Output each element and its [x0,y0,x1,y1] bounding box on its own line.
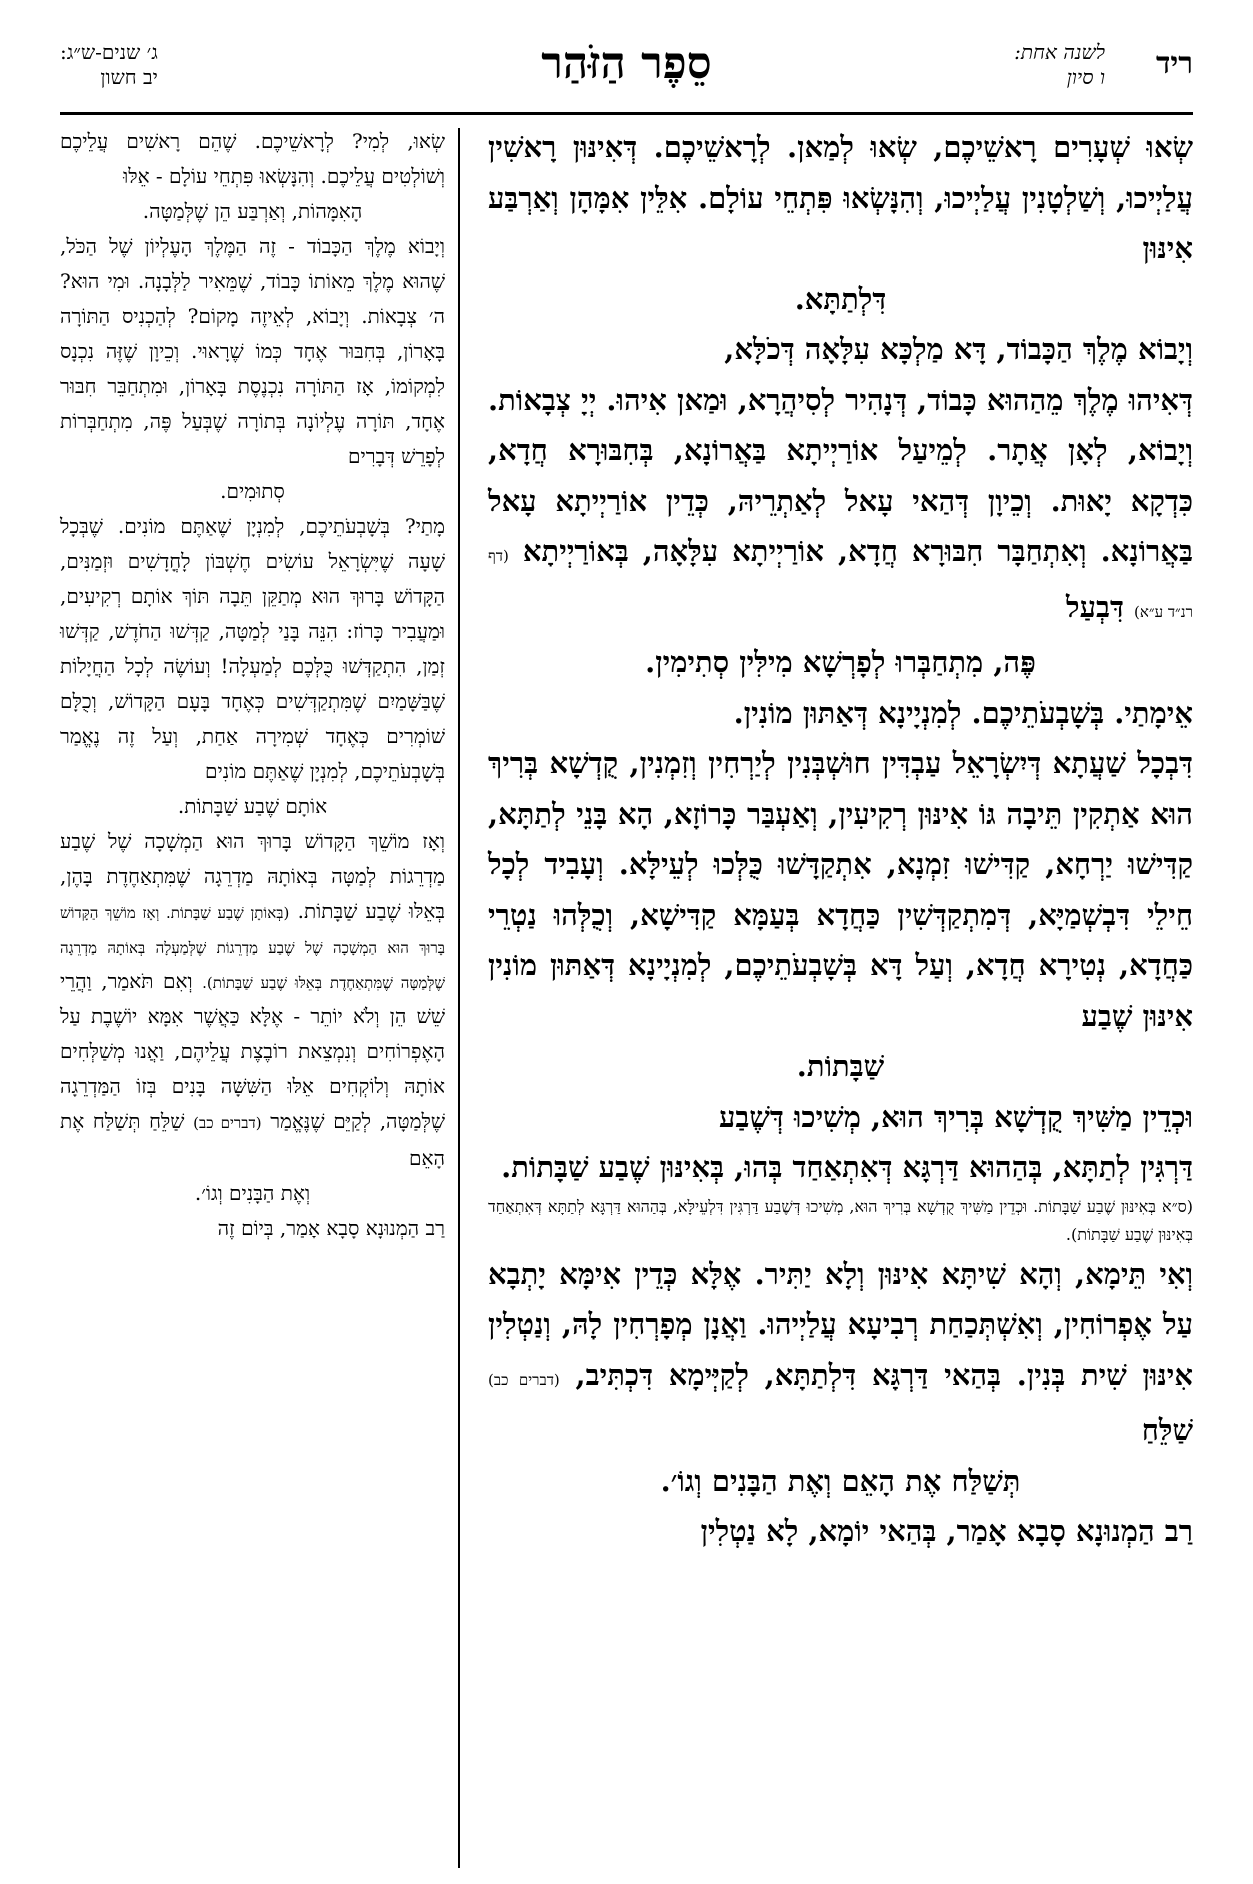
paragraph-vayavo: וְיָבוֹא מֶלֶךְ הַכָּבוֹד, דָּא מַלְכָּא עִלָּאָה דְּכֹלָּא, [724,332,1193,366]
variant-reading-note: (ס״א בְּאִינּוּן שֶׁבַע שַׁבָּתוֹת. וּכְדֵין מַשִּׁיךְ קֻדְשָׁא בְּרִיךְ הוּא, מְשִׁיכוּ דְּשֶׁבַע דַּרְגִּין דִּלְעֵילָּא, בְּהַהוּא דַּרְגָּא לְתַתָּא דְּאִתְאַחַד בְּאִינּוּן שֶׁבַע שַׁבָּתוֹת). [488,1196,1193,1244]
paragraph-veiteima-end: תְּשַׁלַּח אֶת הָאֵם וְאֶת הַבָּנִים וְגוֹ׳. [660,1463,1021,1498]
header-rule [60,112,1193,115]
paragraph-veiteima: וְאִי תֵּימָא, וְהָא שִׁיתָּא אִינּוּן וְלָא יַתִּיר. אֶלָּא כְּדֵין אִימָּא יָתְבָא עַל אֶפְרוֹחִין, וְאִשְׁתְּכַחַת רְבִיעָא עֲלַיְיהוּ. וַאֲנָן מְפָרְחִין לָהּ, וְנַטְלִין אִינּוּן שִׁית בְּנִין. בְּהַאי דַּרְגָּא דִּלְתַתָּא, לְקַיְּימָא דִּכְתִּיב, (דברים כב) שַׁלֵּחַ [488,1256,1193,1447]
commentary-vayavo-end: סְתוּמִים. [220,479,285,503]
paragraph-eimatai: אֵימָתַי. בְּשָׁבְעֹתֵיכֶם. לְמִנְיָינָא דְּאַתּוּן מוֹנִין. [733,695,1193,730]
commentary-verse-reference: (דברים כב) [193,1114,262,1132]
commentary-veaz: וְאָז מוֹשֵׁךְ הַקָּדוֹשׁ בָּרוּךְ הוּא הַמְשָׁכָה שֶׁל שֶׁבַע מַדְרֵגוֹת לְמַטָּה בְּאוֹתָהּ מַדְרֵגָה שֶׁמִּתְאַחֶדֶת בָּהֶן, בְּאֵלּוּ שֶׁבַע שַׁבָּתוֹת. (בְּאוֹתָן שֶׁבַע שַׁבָּתוֹת. וְאָז מוֹשֵׁךְ הַקָּדוֹשׁ בָּרוּךְ הוּא הַמְשָׁכָה שֶׁל שֶׁבַע מַדְרֵגוֹת שֶׁלְּמַעְלָה בְּאוֹתָהּ מַדְרֵגָה שֶׁלְּמַטָּה שֶׁמִּתְאַחֶדֶת בְּאֵלּוּ שֶׁבַע שַׁבָּתוֹת). וְאִם תֹּאמַר, וַהֲרֵי שֵׁשׁ הֵן וְלֹא יוֹתֵר - אֶלָּא כַּאֲשֶׁר אִמָּא יוֹשֶׁבֶת עַל הָאֶפְרוֹחִים וְנִמְצֵאת רוֹבֶצֶת עֲלֵיהֶם, וַאֲנוּ מְשַׁלְּחִים אוֹתָהּ וְלוֹקְחִים אֵלּוּ הַשִּׁשָּׁה בָּנִים בְּזוֹ הַמַּדְרֵגָה שֶׁלְּמַטָּה, לְקַיֵּם שֶׁנֶּאֱמַר (דברים כב) שַׁלֵּחַ תְּשַׁלַּח אֶת הָאֵם [60,829,446,1170]
paragraph-vayavo-end: פֶּה, מִתְחַבְּרוּ לְפָרְשָׁא מִילִּין סְתִימִין. [645,645,1036,679]
page-header [60,38,1193,110]
hebrew-translation-column [60,124,445,1246]
study-schedule-three-years [60,40,158,90]
commentary-veaz-end: וְאֶת הַבָּנִים וְגוֹ׳. [194,1181,311,1205]
paragraph-vayavo-body: דְּאִיהוּ מֶלֶךְ מֵהַהוּא כָּבוֹד, דְּנָהִיר לְסִיהֲרָא, וּמַאן אִיהוּ. יְיָ צְבָאוֹת. וְיָבוֹא, לְאָן אֲתָר. לְמֵיעַל אוֹרַיְיתָא בַּאֲרוֹנָא, בְּחִבּוּרָא חֲדָא, כִּדְקָא יָאוּת. וְכֵיוָן דְּהַאי עָאל לְאַתְרֵיהּ, כְּדֵין אוֹרַיְיתָא עָאל בַּאֲרוֹנָא. וְאִתְחַבָּר חִבּוּרָא חֲדָא, אוֹרַיְיתָא עִלָּאָה, בְּאוֹרַיְיתָא (דף רנ״ד ע״א) דִּבְעַל [488,382,1193,624]
commentary-rav-hamnuna: רַב הַמְנוּנָא סָבָא אָמַר, בְּיוֹם זֶה [217,1216,445,1240]
paragraph-eimatai-end: שַׁבָּתוֹת. [796,1049,885,1083]
page-number: ריד [1155,46,1193,81]
commentary-seu: שְׂאוּ, לְמִי? לְרָאשֵׁיכֶם. שֶׁהֵם רָאשִׁים עֲלֵיכֶם וְשׁוֹלְטִים עֲלֵיכֶם. וְהִנָּשְׂאוּ פִּתְחֵי עוֹלָם - אֵלּוּ [60,129,445,188]
paragraph-seu-shearim-end: דִּלְתַתָּא. [794,281,887,316]
schedule-date: ו סיון [1066,65,1105,89]
schedule-date-three-years: יב חשון [100,65,158,89]
commentary-matai-end: אוֹתָם שֶׁבַע שַׁבָּתוֹת. [177,794,328,818]
schedule-label-three-years: ג׳ שנים-ש״ג: [60,40,158,64]
commentary-vayavo: וְיָבוֹא מֶלֶךְ הַכָּבוֹד - זֶה הַמֶּלֶךְ הָעֶלְיוֹן שֶׁל הַכֹּל, שֶׁהוּא מֶלֶךְ מֵאוֹתוֹ כָּבוֹד, שֶׁמֵּאִיר לַלְּבָנָה. וּמִי הוּא? ה׳ צְבָאוֹת. וְיָבוֹא, לְאֵיזֶה מָקוֹם? לְהַכְנִיס הַתּוֹרָה בָּאָרוֹן, בְּחִבּוּר אֶחָד כְּמוֹ שֶׁרָאוּי. וְכֵיוָן שֶׁזֶּה נִכְנָס לִמְקוֹמוֹ, אָז הַתּוֹרָה נִכְנֶסֶת בָּאָרוֹן, וּמִתְחַבֵּר חִבּוּר אֶחָד, תּוֹרָה עֶלְיוֹנָה בְּתוֹרָה שֶׁבְּעַל פֶּה, מִתְחַבְּרוֹת לְפָרֵשׁ דְּבָרִים [60,234,445,468]
paragraph-eimatai-body: דִּבְכָל שַׁעֲתָא דְּיִשְׂרָאֵל עַבְדִּין חוּשְׁבְּנִין לְיַרְחִין וְזִמְנִין, קֻדְשָׁא בְּרִיךְ הוּא אַתְקִין תֵּיבָה גּוֹ אִינּוּן רְקִיעִין, וְאַעְבַּר כָּרוֹזָא, הָא בָּנֵי לְתַתָּא, קַדִּישׁוּ יַרְחָא, קַדִּישׁוּ זִמְנָא, אִתְקַדָּשׁוּ כֻּלְּכוּ לְעֵילָּא. וְעָבִיד לְכָל חֵילֵי דִּבְשְׁמַיָּא, דְּמִתְקַדְּשִׁין כַּחֲדָא בְּעַמָּא קַדִּישָׁא, וְכֻלְּהוּ נַטְרֵי כַּחֲדָא, נְטִירָא חֲדָא, וְעַל דָּא בְּשָׁבְעֹתֵיכֶם, לְמִנְיָינָא דְּאַתּוּן מוֹנִין אִינּוּן שֶׁבַע [488,746,1193,1033]
paragraph-ukhdein: וּכְדֵין מַשִּׁיךְ קֻדְשָׁא בְּרִיךְ הוּא, מְשִׁיכוּ דְּשֶׁבַע [719,1099,1193,1134]
schedule-label: לשנה אחת: [1014,40,1105,64]
paragraph-rav-hamnuna: רַב הַמְנוּנָא סָבָא אָמַר, בְּהַאי יוֹמָא, לָא נַטְלִין [700,1514,1193,1548]
paragraph-ukhdein-body: דַּרְגִּין לְתַתָּא, בְּהַהוּא דַּרְגָּא דְּאִתְאַחַד בְּהוּ, בְּאִינּוּן שֶׁבַע שַׁבָּתוֹת. [501,1150,1193,1184]
verse-reference: (דברים כב) [488,1370,560,1389]
column-divider [458,128,460,1868]
commentary-variant-note: (בְּאוֹתָן שֶׁבַע שַׁבָּתוֹת. וְאָז מוֹשֵׁךְ הַקָּדוֹשׁ בָּרוּךְ הוּא הַמְשָׁכָה שֶׁל שֶׁבַע מַדְרֵגוֹת שֶׁלְּמַעְלָה בְּאוֹתָהּ מַדְרֵגָה שֶׁלְּמַטָּה שֶׁמִּתְאַחֶדֶת בְּאֵלּוּ שֶׁבַע שַׁבָּתוֹת). [60,904,445,992]
commentary-seu-end: הָאִמָּהוֹת, וְאַרְבַּע הֵן שֶׁלְּמַטָּה. [142,199,363,223]
paragraph-seu-shearim: שְׂאוּ שְׁעָרִים רָאשֵׁיכֶם, שְׂאוּ לְמַאן. לְרָאשֵׁיכֶם. דְּאִינּוּן רָאשִׁין עֲלַיְיכוּ, וְשַׁלְטָנִין עֲלַיְיכוּ, וְהִנָּשְׂאוּ פִּתְחֵי עוֹלָם. אִלֵּין אִמָּהָן וְאַרְבַּע אִינּוּן [488,130,1193,265]
book-title: סֵפֶר הַזֹּהַר [541,38,712,89]
folio-reference: (דף רנ״ד ע״א) [488,547,1193,621]
aramaic-text-column [488,122,1193,1557]
commentary-matai: מָתַי? בְּשָׁבְעֹתֵיכֶם, לְמִנְיָן שֶׁאַתֶּם מוֹנִים. שֶׁבְּכָל שָׁעָה שֶׁיִּשְׂרָאֵל עוֹשִׂים חֶשְׁבּוֹן לָחֳדָשִׁים וּזְמַנִּים, הַקָּדוֹשׁ בָּרוּךְ הוּא מְתַקֵּן תֵּבָה תּוֹךְ אוֹתָם רְקִיעִים, וּמַעֲבִיר כָּרוֹז: הִנֵּה בָּנַי לְמַטָּה, קַדְּשׁוּ הַחֹדֶשׁ, קַדְּשׁוּ זְמַן, הִתְקַדְּשׁוּ כֻּלְּכֶם לְמַעְלָה! וְעוֹשֶׂה לְכָל הַחֲיָלוֹת שֶׁבַּשָּׁמַיִם שֶׁמִּתְקַדְּשִׁים כְּאֶחָד בָּעָם הַקָּדוֹשׁ, וְכֻלָּם שׁוֹמְרִים כְּאֶחָד שְׁמִירָה אַחַת, וְעַל זֶה נֶאֱמַר בְּשָׁבְעֹתֵיכֶם, לְמִנְיָן שֶׁאַתֶּם מוֹנִים [60,514,445,783]
